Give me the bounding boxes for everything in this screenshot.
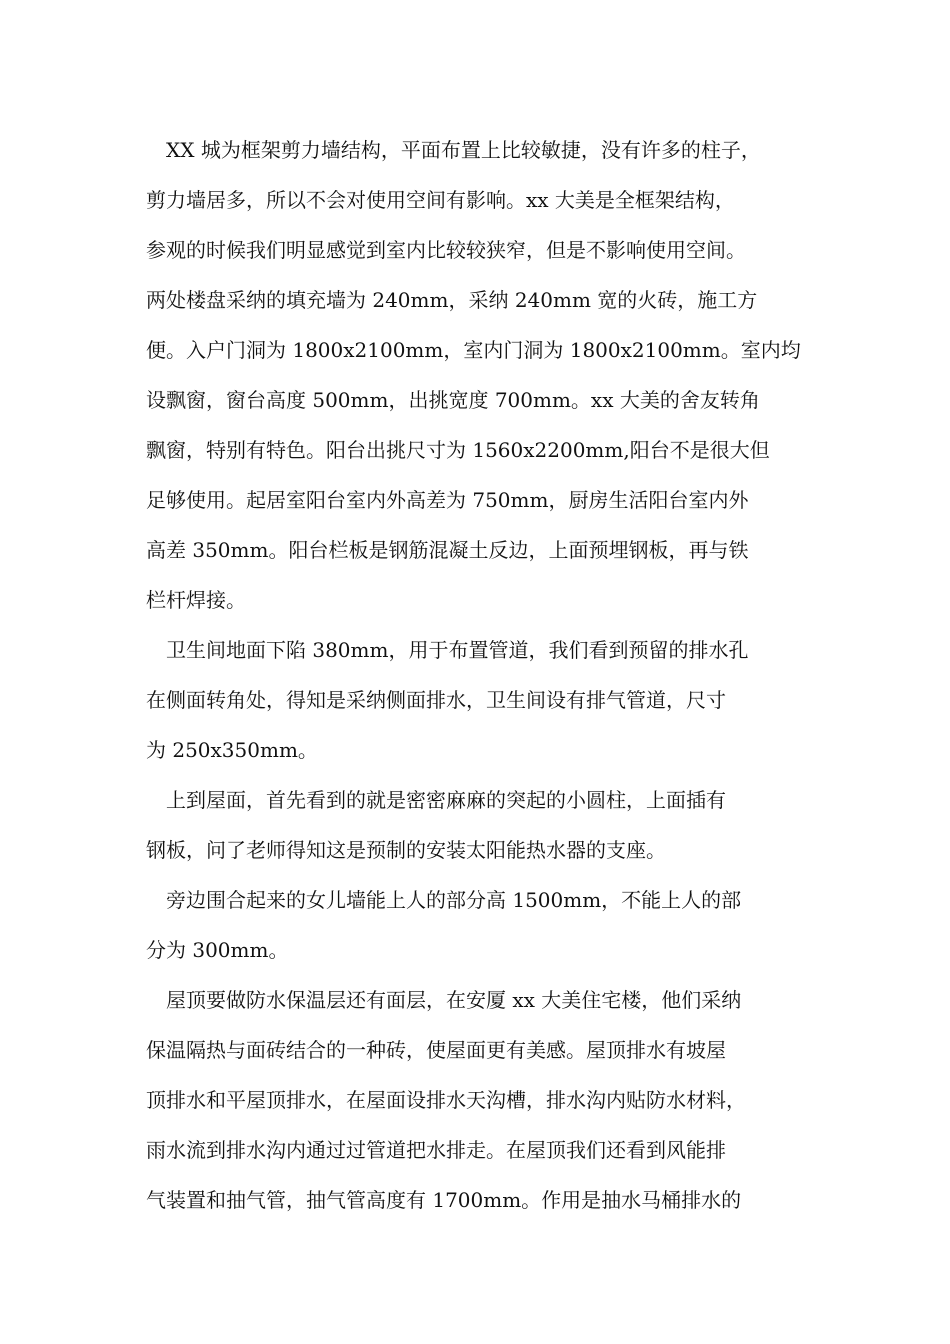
text-line: 旁边围合起来的女儿墙能上人的部分高 1500mm，不能上人的部 [166, 888, 742, 912]
text-line: 钢板，问了老师得知这是预制的安装太阳能热水器的支座。 [146, 838, 666, 862]
text-line: 两处楼盘采纳的填充墙为 240mm，采纳 240mm 宽的火砖，施工方 [146, 288, 758, 312]
text-line: 上到屋面，首先看到的就是密密麻麻的突起的小圆柱，上面插有 [166, 788, 726, 812]
text-line: 在侧面转角处，得知是采纳侧面排水，卫生间设有排气管道，尺寸 [146, 688, 726, 712]
paragraph-4 [146, 878, 822, 978]
text-line: 高差 350mm。阳台栏板是钢筋混凝土反边，上面预埋钢板，再与铁 [146, 538, 749, 562]
text-line: 参观的时候我们明显感觉到室内比较较狭窄，但是不影响使用空间。 [146, 238, 746, 262]
paragraph-1 [146, 128, 822, 628]
text-line: 雨水流到排水沟内通过过管道把水排走。在屋顶我们还看到风能排 [146, 1138, 726, 1162]
text-line: 栏杆焊接。 [146, 588, 246, 612]
text-line: 屋顶要做防水保温层还有面层，在安厦 xx 大美住宅楼，他们采纳 [166, 988, 742, 1012]
text-line: 顶排水和平屋顶排水，在屋面设排水天沟槽，排水沟内贴防水材料， [146, 1088, 746, 1112]
paragraph-5 [146, 978, 822, 1228]
text-line: XX 城为框架剪力墙结构，平面布置上比较敏捷，没有许多的柱子， [166, 138, 761, 162]
text-line: 气装置和抽气管，抽气管高度有 1700mm。作用是抽水马桶排水的 [146, 1188, 742, 1212]
text-line: 飘窗，特别有特色。阳台出挑尺寸为 1560x2200mm,阳台不是很大但 [146, 438, 770, 462]
text-line: 为 250x350mm。 [146, 738, 318, 762]
text-line: 设飘窗，窗台高度 500mm，出挑宽度 700mm。xx 大美的舍友转角 [146, 388, 760, 412]
paragraph-3 [146, 778, 822, 878]
text-line: 保温隔热与面砖结合的一种砖，使屋面更有美感。屋顶排水有坡屋 [146, 1038, 726, 1062]
text-line: 便。入户门洞为 1800x2100mm，室内门洞为 1800x2100mm。室内均 [146, 338, 801, 362]
text-line: 卫生间地面下陷 380mm，用于布置管道，我们看到预留的排水孔 [166, 638, 749, 662]
text-line: 足够使用。起居室阳台室内外高差为 750mm，厨房生活阳台室内外 [146, 488, 749, 512]
body-text [146, 128, 822, 1228]
text-line: 分为 300mm。 [146, 938, 289, 962]
paragraph-2 [146, 628, 822, 778]
text-line: 剪力墙居多，所以不会对使用空间有影响。xx 大美是全框架结构， [146, 188, 735, 212]
